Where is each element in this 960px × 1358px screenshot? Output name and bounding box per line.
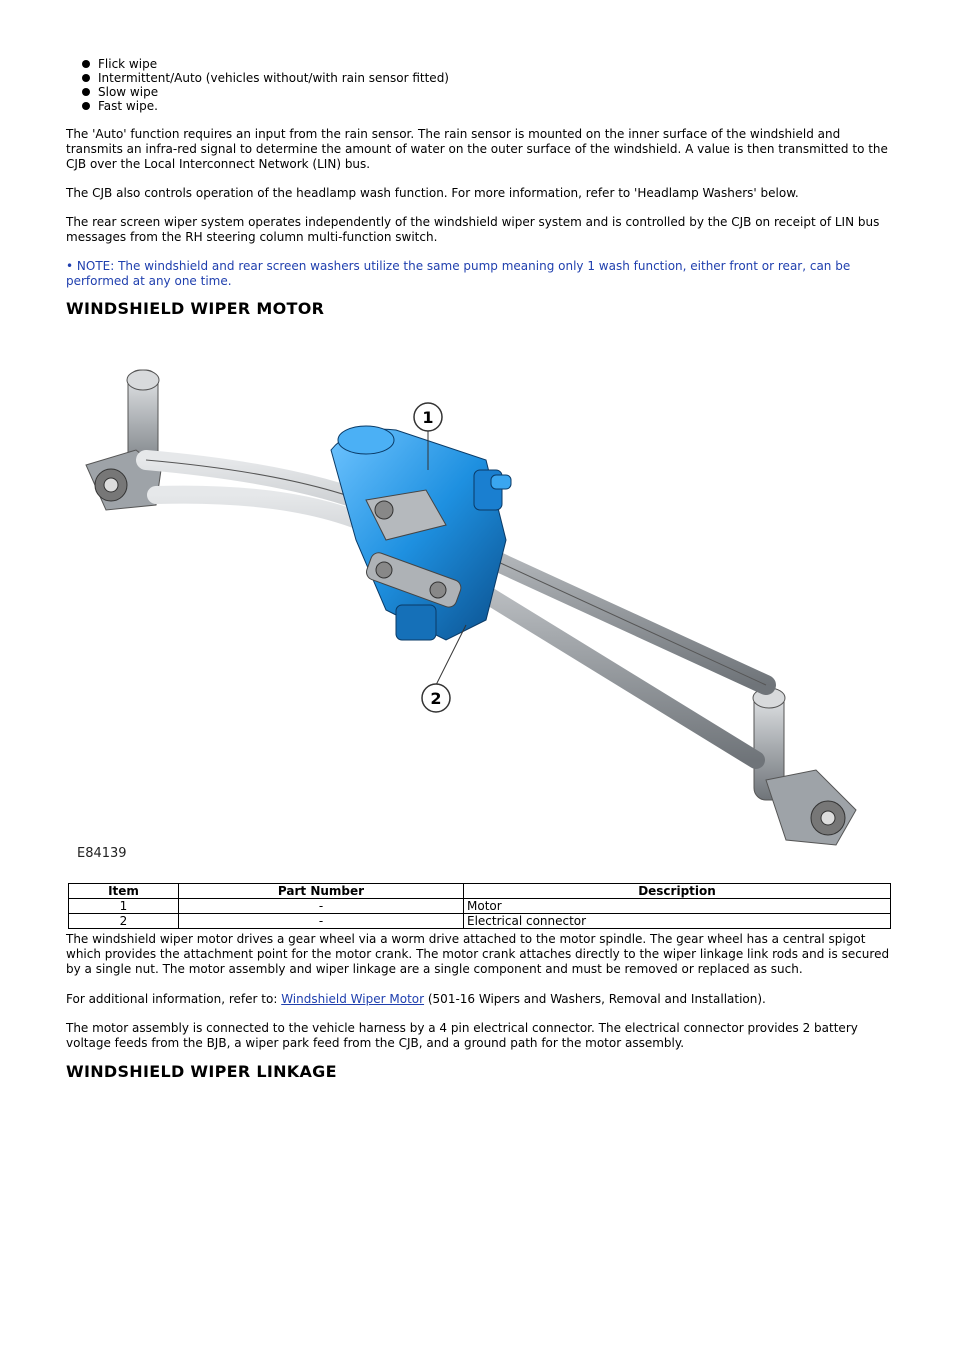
figure-id: E84139 — [77, 846, 127, 861]
callout-label: 1 — [422, 408, 434, 427]
column-header-description: Description — [464, 884, 891, 899]
paragraph-reference — [66, 992, 892, 1007]
parts-table — [68, 883, 891, 929]
right-pivot-bracket — [753, 688, 856, 845]
cell-description: Motor — [464, 899, 891, 914]
cell-part-number: - — [179, 914, 464, 929]
section-heading-wiper-motor: WINDSHIELD WIPER MOTOR — [66, 299, 325, 318]
list-item: Flick wipe — [82, 57, 449, 71]
note-washers: • NOTE: The windshield and rear screen washers utilize the same pump meaning only 1 wash function, either front or rear, can be performed at any one time. — [66, 259, 851, 288]
cell-description: Electrical connector — [464, 914, 891, 929]
callout-label: 2 — [430, 689, 442, 708]
table-row — [69, 899, 891, 914]
reference-suffix: (501-16 Wipers and Washers, Removal and Installation). — [424, 992, 766, 1006]
column-header-part-number: Part Number — [179, 884, 464, 899]
list-item: Intermittent/Auto (vehicles without/with rain sensor fitted) — [82, 71, 449, 85]
table-header-row — [69, 884, 891, 899]
cell-part-number: - — [179, 899, 464, 914]
section-heading-wiper-linkage: WINDSHIELD WIPER LINKAGE — [66, 1062, 337, 1081]
wiper-motor — [331, 426, 511, 640]
paragraph-motor-description: The windshield wiper motor drives a gear wheel via a worm drive attached to the motor spindle. The gear wheel has a central spigot which provides the attachment point for the motor crank. The motor crank attaches directly to the wiper linkage link rods and is secured by a single nut. The motor assembly and wiper linkage are a single component and must be removed or replaced as such. — [66, 932, 890, 976]
list-item: Slow wipe — [82, 85, 449, 99]
reference-prefix: For additional information, refer to: — [66, 992, 282, 1006]
cell-item: 1 — [69, 899, 179, 914]
paragraph-auto-function: The 'Auto' function requires an input from the rain sensor. The rain sensor is mounted on the inner surface of the windshield and transmits an infra-red signal to determine the amount of water on the outer surface of the windshield. A value is then transmitted to the CJB over the Local Interconnect Network (LIN) bus. — [66, 127, 888, 171]
column-header-item: Item — [69, 884, 179, 899]
list-item: Fast wipe. — [82, 99, 449, 113]
wipe-mode-list — [82, 57, 449, 113]
paragraph-rear-wiper: The rear screen wiper system operates independently of the windshield wiper system and is controlled by the CJB on receipt of LIN bus messages from the RH steering column multi-function switch. — [66, 215, 880, 244]
wiper-assembly-drawing — [66, 340, 892, 870]
table-row — [69, 914, 891, 929]
windshield-wiper-motor-link[interactable]: Windshield Wiper Motor — [281, 992, 425, 1006]
paragraph-headlamp-wash: The CJB also controls operation of the headlamp wash function. For more information, refer to 'Headlamp Washers' below. — [66, 186, 799, 200]
wiper-motor-illustration — [66, 340, 892, 870]
cell-item: 2 — [69, 914, 179, 929]
paragraph-connector: The motor assembly is connected to the vehicle harness by a 4 pin electrical connector. The electrical connector provides 2 battery voltage feeds from the BJB, a wiper park feed from the CJB, and a ground path for the motor assembly. — [66, 1021, 858, 1050]
